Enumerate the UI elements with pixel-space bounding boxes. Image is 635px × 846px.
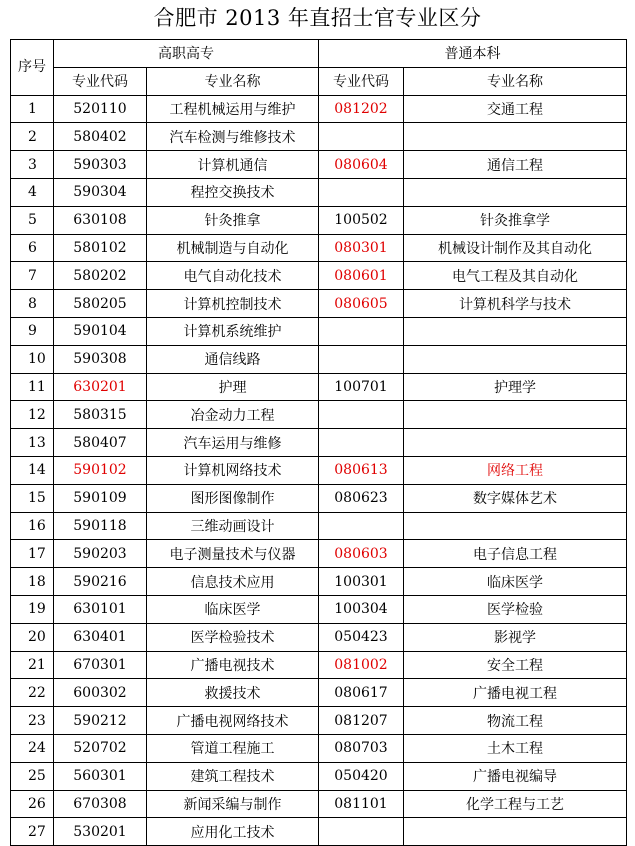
seq-cell: 6 — [11, 234, 54, 262]
table-row — [11, 317, 627, 345]
code-header: 专业代码 — [319, 67, 404, 95]
name-header: 专业名称 — [404, 67, 627, 95]
undergraduate-name-cell — [404, 429, 627, 457]
undergraduate-name-cell — [404, 317, 627, 345]
vocational-name-cell: 建筑工程技术 — [147, 762, 319, 790]
vocational-name-cell: 应用化工技术 — [147, 818, 319, 846]
table-row — [11, 123, 627, 151]
undergraduate-name-cell: 安全工程 — [404, 651, 627, 679]
undergraduate-code-cell: 080703 — [319, 734, 404, 762]
undergraduate-name-cell: 网络工程 — [404, 456, 627, 484]
undergraduate-name-cell: 土木工程 — [404, 734, 627, 762]
undergraduate-name-cell — [404, 345, 627, 373]
undergraduate-name-cell: 临床医学 — [404, 568, 627, 596]
undergraduate-code-cell: 081207 — [319, 707, 404, 735]
undergraduate-name-cell: 化学工程与工艺 — [404, 790, 627, 818]
table-row — [11, 262, 627, 290]
undergraduate-name-cell: 广播电视编导 — [404, 762, 627, 790]
vocational-code-cell: 590304 — [54, 178, 147, 206]
vocational-name-cell: 工程机械运用与维护 — [147, 95, 319, 123]
table-row — [11, 762, 627, 790]
vocational-code-cell: 630201 — [54, 373, 147, 401]
vocational-name-cell: 电气自动化技术 — [147, 262, 319, 290]
vocational-name-cell: 冶金动力工程 — [147, 401, 319, 429]
vocational-name-cell: 管道工程施工 — [147, 734, 319, 762]
table-row — [11, 345, 627, 373]
seq-cell: 12 — [11, 401, 54, 429]
undergraduate-name-cell — [404, 818, 627, 846]
seq-cell: 22 — [11, 679, 54, 707]
header-row-1 — [11, 40, 627, 68]
vocational-code-cell: 670301 — [54, 651, 147, 679]
code-header: 专业代码 — [54, 67, 147, 95]
undergraduate-code-cell: 100301 — [319, 568, 404, 596]
vocational-code-cell: 590308 — [54, 345, 147, 373]
vocational-code-cell: 590118 — [54, 512, 147, 540]
undergraduate-code-cell: 080623 — [319, 484, 404, 512]
undergraduate-name-cell: 电子信息工程 — [404, 540, 627, 568]
table-row — [11, 95, 627, 123]
table-row — [11, 651, 627, 679]
vocational-name-cell: 临床医学 — [147, 595, 319, 623]
table-row — [11, 429, 627, 457]
vocational-name-cell: 电子测量技术与仪器 — [147, 540, 319, 568]
vocational-name-cell: 机械制造与自动化 — [147, 234, 319, 262]
vocational-name-cell: 程控交换技术 — [147, 178, 319, 206]
table-row — [11, 679, 627, 707]
seq-cell: 1 — [11, 95, 54, 123]
vocational-code-cell: 670308 — [54, 790, 147, 818]
undergraduate-code-cell — [319, 818, 404, 846]
undergraduate-code-cell — [319, 178, 404, 206]
undergraduate-name-cell: 广播电视工程 — [404, 679, 627, 707]
undergraduate-name-cell: 机械设计制作及其自动化 — [404, 234, 627, 262]
seq-cell: 25 — [11, 762, 54, 790]
group-header-undergraduate: 普通本科 — [319, 40, 627, 68]
undergraduate-code-cell — [319, 345, 404, 373]
seq-cell: 2 — [11, 123, 54, 151]
vocational-name-cell: 信息技术应用 — [147, 568, 319, 596]
vocational-name-cell: 计算机控制技术 — [147, 290, 319, 318]
undergraduate-name-cell: 护理学 — [404, 373, 627, 401]
table-row — [11, 206, 627, 234]
undergraduate-code-cell: 080603 — [319, 540, 404, 568]
table-row — [11, 568, 627, 596]
vocational-name-cell: 汽车检测与维修技术 — [147, 123, 319, 151]
table-row — [11, 623, 627, 651]
undergraduate-name-cell: 数字媒体艺术 — [404, 484, 627, 512]
undergraduate-code-cell: 081202 — [319, 95, 404, 123]
undergraduate-name-cell: 电气工程及其自动化 — [404, 262, 627, 290]
undergraduate-code-cell — [319, 512, 404, 540]
seq-cell: 5 — [11, 206, 54, 234]
vocational-code-cell: 590102 — [54, 456, 147, 484]
vocational-code-cell: 520702 — [54, 734, 147, 762]
undergraduate-code-cell: 080605 — [319, 290, 404, 318]
vocational-code-cell: 590303 — [54, 151, 147, 179]
table-row — [11, 818, 627, 846]
vocational-code-cell: 580315 — [54, 401, 147, 429]
vocational-code-cell: 600302 — [54, 679, 147, 707]
vocational-name-cell: 救援技术 — [147, 679, 319, 707]
vocational-name-cell: 护理 — [147, 373, 319, 401]
undergraduate-code-cell: 080601 — [319, 262, 404, 290]
vocational-code-cell: 580407 — [54, 429, 147, 457]
vocational-code-cell: 590212 — [54, 707, 147, 735]
vocational-name-cell: 广播电视网络技术 — [147, 707, 319, 735]
table-row — [11, 234, 627, 262]
undergraduate-code-cell: 081101 — [319, 790, 404, 818]
vocational-name-cell: 图形图像制作 — [147, 484, 319, 512]
vocational-name-cell: 计算机系统维护 — [147, 317, 319, 345]
vocational-code-cell: 630101 — [54, 595, 147, 623]
table-row — [11, 456, 627, 484]
undergraduate-name-cell — [404, 123, 627, 151]
vocational-code-cell: 590216 — [54, 568, 147, 596]
seq-cell: 14 — [11, 456, 54, 484]
vocational-code-cell: 530201 — [54, 818, 147, 846]
undergraduate-name-cell: 医学检验 — [404, 595, 627, 623]
seq-cell: 10 — [11, 345, 54, 373]
seq-cell: 7 — [11, 262, 54, 290]
table-row — [11, 401, 627, 429]
undergraduate-name-cell: 计算机科学与技术 — [404, 290, 627, 318]
table-row — [11, 707, 627, 735]
seq-cell: 9 — [11, 317, 54, 345]
vocational-code-cell: 560301 — [54, 762, 147, 790]
table-row — [11, 540, 627, 568]
table-row — [11, 595, 627, 623]
vocational-code-cell: 590109 — [54, 484, 147, 512]
vocational-code-cell: 590203 — [54, 540, 147, 568]
undergraduate-code-cell: 100304 — [319, 595, 404, 623]
undergraduate-name-cell: 交通工程 — [404, 95, 627, 123]
undergraduate-code-cell: 100502 — [319, 206, 404, 234]
undergraduate-name-cell — [404, 512, 627, 540]
undergraduate-code-cell: 080604 — [319, 151, 404, 179]
vocational-name-cell: 汽车运用与维修 — [147, 429, 319, 457]
undergraduate-code-cell: 081002 — [319, 651, 404, 679]
table-row — [11, 178, 627, 206]
undergraduate-code-cell: 080301 — [319, 234, 404, 262]
vocational-code-cell: 580205 — [54, 290, 147, 318]
vocational-name-cell: 广播电视技术 — [147, 651, 319, 679]
seq-cell: 24 — [11, 734, 54, 762]
seq-cell: 26 — [11, 790, 54, 818]
table-row — [11, 512, 627, 540]
seq-cell: 20 — [11, 623, 54, 651]
name-header: 专业名称 — [147, 67, 319, 95]
table-row — [11, 151, 627, 179]
undergraduate-code-cell — [319, 123, 404, 151]
table-row — [11, 373, 627, 401]
vocational-code-cell: 630108 — [54, 206, 147, 234]
vocational-code-cell: 590104 — [54, 317, 147, 345]
vocational-name-cell: 针灸推拿 — [147, 206, 319, 234]
undergraduate-code-cell: 080617 — [319, 679, 404, 707]
seq-cell: 13 — [11, 429, 54, 457]
vocational-name-cell: 通信线路 — [147, 345, 319, 373]
seq-cell: 3 — [11, 151, 54, 179]
table-row — [11, 734, 627, 762]
seq-cell: 15 — [11, 484, 54, 512]
vocational-name-cell: 计算机通信 — [147, 151, 319, 179]
undergraduate-code-cell — [319, 317, 404, 345]
vocational-code-cell: 630401 — [54, 623, 147, 651]
vocational-code-cell: 580102 — [54, 234, 147, 262]
vocational-name-cell: 计算机网络技术 — [147, 456, 319, 484]
undergraduate-name-cell: 针灸推拿学 — [404, 206, 627, 234]
vocational-name-cell: 医学检验技术 — [147, 623, 319, 651]
undergraduate-code-cell: 080613 — [319, 456, 404, 484]
table-row — [11, 290, 627, 318]
undergraduate-name-cell — [404, 401, 627, 429]
undergraduate-name-cell — [404, 178, 627, 206]
undergraduate-code-cell — [319, 429, 404, 457]
seq-cell: 18 — [11, 568, 54, 596]
group-header-vocational: 高职高专 — [54, 40, 319, 68]
undergraduate-code-cell — [319, 401, 404, 429]
seq-cell: 11 — [11, 373, 54, 401]
vocational-name-cell: 三维动画设计 — [147, 512, 319, 540]
seq-cell: 16 — [11, 512, 54, 540]
table-row — [11, 484, 627, 512]
page-title: 合肥市 2013 年直招士官专业区分 — [153, 6, 482, 30]
seq-cell: 19 — [11, 595, 54, 623]
undergraduate-name-cell: 通信工程 — [404, 151, 627, 179]
undergraduate-code-cell: 050420 — [319, 762, 404, 790]
seq-cell: 4 — [11, 178, 54, 206]
major-table — [10, 39, 627, 846]
header-row-2 — [11, 67, 627, 95]
vocational-code-cell: 520110 — [54, 95, 147, 123]
undergraduate-name-cell: 物流工程 — [404, 707, 627, 735]
seq-cell: 17 — [11, 540, 54, 568]
undergraduate-name-cell: 影视学 — [404, 623, 627, 651]
undergraduate-code-cell: 100701 — [319, 373, 404, 401]
vocational-code-cell: 580202 — [54, 262, 147, 290]
seq-header: 序号 — [11, 40, 54, 96]
seq-cell: 8 — [11, 290, 54, 318]
seq-cell: 23 — [11, 707, 54, 735]
seq-cell: 27 — [11, 818, 54, 846]
table-body — [11, 95, 627, 846]
vocational-name-cell: 新闻采编与制作 — [147, 790, 319, 818]
seq-cell: 21 — [11, 651, 54, 679]
table-row — [11, 790, 627, 818]
undergraduate-code-cell: 050423 — [319, 623, 404, 651]
vocational-code-cell: 580402 — [54, 123, 147, 151]
